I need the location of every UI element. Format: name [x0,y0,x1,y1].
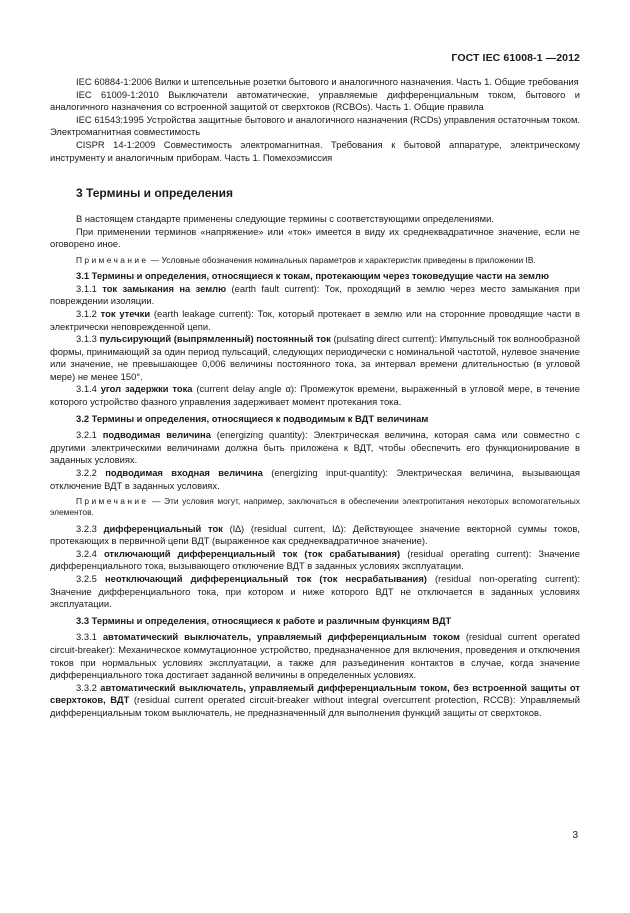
term: подводимая величина [102,429,211,441]
note-label: Примечание [76,254,149,265]
term-definition: 3.2.1 подводимая величина (energizing quantity): Электрическая величина, которая сама или совместно с другими электрическими величинами должна быть приложена к ВДТ, чтобы обеспечить его функционирование в заданных условиях. [50,429,580,466]
term-definition: 3.2.3 дифференциальный ток (I∆) (residual current, I∆): Действующее значение векторной суммы токов, протекающих в первичной цепи ВДТ (выраженное как среднеквадратичное значение). [50,522,580,547]
term: ток утечки [100,307,151,319]
term-definition: 3.3.2 автоматический выключатель, управляемый дифференциальным током, без встроенной защиты от сверхтоков, ВДТ (residual current operated circuit-breaker without integral overcurrent protection, RCCB): Управляемый дифференциальным током выключатель, не предназначенный для выполнения функций защиты от сверхтоков. [50,681,581,718]
term: неотключающий дифференциальный ток (ток несрабатывания) [104,573,427,585]
standard-header: ГОСТ IEC 61008-1 —2012 [451,52,580,64]
term: подводимая входная величина [105,467,263,479]
term-definition: 3.1.2 ток утечки (earth leakage current): Ток, который протекает в землю или на сторонние проводящие части в электрически неповрежденной цепи. [50,307,580,332]
reference-item: IEC 61543:1995 Устройства защитные бытового и аналогичного назначения (RCDs) управления остаточным током. Электромагнитная совместимость [50,113,580,138]
note-text: — Эти условия могут, например, заключаться в обеспечении электропитания некоторых вспомогательных элементов. [50,496,580,518]
term: дифференциальный ток [103,522,223,534]
intro-paragraph: При применении терминов «напряжение» или «ток» имеется в виду их среднеквадратичное значение, если не оговорено иное. [50,225,580,250]
note-text: — Условные обозначения номинальных параметров и характеристик приведены в приложении IB. [148,254,536,265]
page-number: 3 [572,830,578,841]
note [50,255,580,266]
normative-references [50,76,580,164]
term: ток замыкания на землю [102,282,227,294]
reference-item: IEC 60884-1:2006 Вилки и штепсельные розетки бытового и аналогичного назначения. Часть 1. Общие требования [76,76,579,87]
note [50,496,580,518]
term: автоматический выключатель, управляемый дифференциальным током, без встроенной защиты от сверхтоков, ВДТ [50,681,580,706]
term-definition: 3.2.2 подводимая входная величина (energizing input-quantity): Электрическая величина, вызывающая отключение ВДТ в заданных условиях. [50,467,580,491]
reference-item: CISPR 14-1:2009 Совместимость электромагнитная. Требования к бытовой аппаратуре, электрическому инструменту и аналогичным приборам. Часть 1. Помехоэмиссия [50,138,580,163]
term: отключающий дифференциальный ток (ток срабатывания) [103,547,401,559]
subsection-heading: 3.2 Термины и определения, относящиеся к подводимым к ВДТ величинам [76,412,429,424]
note-label: Примечание [76,496,149,507]
term: автоматический выключатель, управляемый дифференциальным током [102,631,460,643]
term-definition: 3.2.5 неотключающий дифференциальный ток (ток несрабатывания) (residual non-operating current): Значение дифференциального тока, при котором и ниже которого ВДТ не отключается в заданных условиях эксплуатации. [50,573,580,610]
term-definition: 3.1.1 ток замыкания на землю (earth fault current): Ток, проходящий в землю через место замыкания при повреждении изоляции. [50,282,580,307]
term: угол задержки тока [100,383,193,395]
reference-item: IEC 61009-1:2010 Выключатели автоматические, управляемые дифференциальным током, бытового и аналогичного назначения со встроенной защитой от сверхтоков (RCBOs). Часть 1. Общие правила [50,88,580,113]
term-definition: 3.3.1 автоматический выключатель, управляемый дифференциальным током (residual current operated circuit-breaker): Механическое коммутационное устройство, предназначенное для включения, проведения и отключения токов при нормальных условиях эксплуатации, а также для разъединения контактов в случае, когда значение дифференциального тока достигает заданной величины в определенных условиях. [50,631,580,681]
subsection-heading: 3.1 Термины и определения, относящиеся к токам, протекающим через токоведущие части на землю [76,270,549,282]
subsection-heading: 3.3 Термины и определения, относящиеся к работе и различным функциям ВДТ [76,614,452,626]
term-definition: 3.2.4 отключающий дифференциальный ток (ток срабатывания) (residual operating current): Значение дифференциального тока, вызывающего отключение ВДТ в заданных условиях эксплуатации. [50,547,580,572]
document-body [50,76,580,720]
term-definition: 3.1.3 пульсирующий (выпрямленный) постоянный ток (pulsating direct current): Импульсный ток волнообразной формы, принимающий за один период пульсаций, следующих периодически с номинальной частотой, нулевое значение или значение, не превышающее 0,006 величины постоянного тока, за интервал времени длительностью (в угловой мере) не менее 150°. [50,333,580,382]
term-definition: 3.1.4 угол задержки тока (current delay angle α): Промежуток времени, выраженный в угловой мере, в течение которого устройство фазного управления задерживает момент протекания тока. [50,383,580,408]
intro-paragraph: В настоящем стандарте применены следующие термины с соответствующими определениями. [76,213,494,225]
term: пульсирующий (выпрямленный) постоянный ток [99,333,331,345]
section-heading: 3 Термины и определения [76,186,234,201]
